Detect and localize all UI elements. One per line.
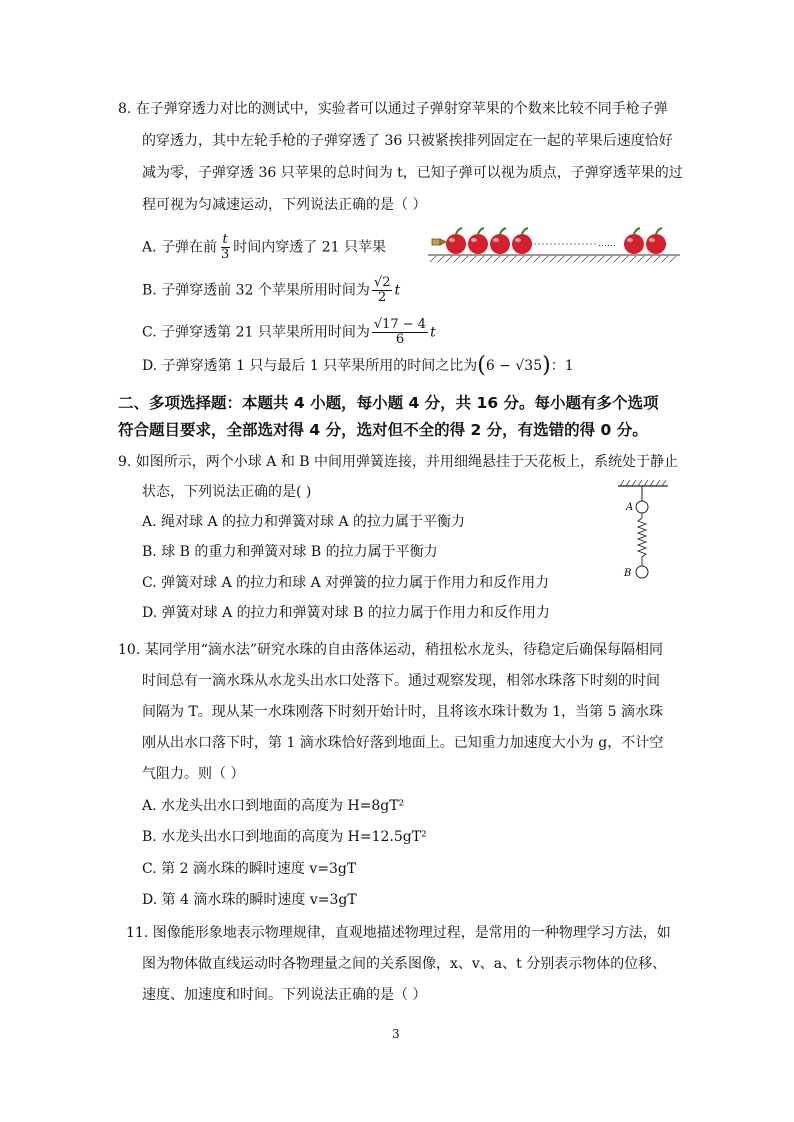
- q8-option-d-ratio: ：1: [550, 358, 574, 374]
- q8-option-b: [142, 276, 400, 305]
- fraction-sqrt17-minus-4-over-6: [372, 318, 428, 347]
- q10-option-c: C. 第 2 滴水珠的瞬时速度 v=3gT: [142, 861, 357, 877]
- figure-dots: ……: [598, 239, 616, 249]
- q9-option-a: A. 绳对球 A 的拉力和弹簧对球 A 的拉力属于平衡力: [142, 514, 466, 530]
- label-b: B: [624, 568, 632, 579]
- q9-stem-line1: 9. 如图所示，两个小球 A 和 B 中间用弹簧连接，并用细绳悬挂于天花板上，系统处于静止: [118, 454, 679, 470]
- section2-header-line2: 符合题目要求，全部选对得 4 分，选对但不全的得 2 分，有选错的得 0 分。: [118, 421, 648, 439]
- q10-option-d: D. 第 4 滴水珠的瞬时速度 v=3gT: [142, 892, 357, 908]
- q10-stem-line3: 间隔为 T。现从某一水珠刚落下时刻开始计时，且将该水珠计数为 1，当第 5 滴水珠: [142, 704, 663, 720]
- q8-option-d-text: D. 子弹穿透第 1 只与最后 1 只苹果所用的时间之比为: [142, 358, 478, 374]
- apple-icon: [512, 228, 532, 254]
- apple-icon: [624, 228, 644, 254]
- ground-hatch: [430, 256, 676, 262]
- frac-num: t: [222, 232, 228, 247]
- q8-option-a-text: A. 子弹在前: [142, 239, 218, 256]
- frac-den: 6: [395, 332, 405, 347]
- q10-stem-line5: 气阻力。则（ ）: [142, 766, 245, 782]
- q8-option-d: D. 子弹穿透第 1 只与最后 1 只苹果所用的时间之比为(6 − √35)：1: [142, 353, 574, 378]
- q9-stem-line2: 状态，下列说法正确的是( ): [142, 484, 312, 500]
- apple-icon: [490, 228, 510, 254]
- q8-option-a-text-post: 时间内穿透了 21 只苹果: [233, 239, 387, 256]
- page-number: 3: [392, 1027, 400, 1041]
- apple-icon: [468, 228, 488, 254]
- frac-den: 2: [378, 290, 387, 305]
- q8-option-c: [142, 318, 436, 347]
- q10-option-b: B. 水龙头出水口到地面的高度为 H=12.5gT²: [142, 829, 427, 845]
- spring-balls-figure: [612, 478, 672, 582]
- q11-stem-line1: 11. 图像能形象地表示物理规律，直观地描述物理过程，是常用的一种物理学习方法，如: [126, 925, 671, 941]
- section2-header-line1: 二、多项选择题：本题共 4 小题，每小题 4 分，共 16 分。每小题有多个选项: [118, 394, 659, 412]
- q9-option-c: C. 弹簧对球 A 的拉力和球 A 对弹簧的拉力属于作用力和反作用力: [142, 575, 550, 591]
- q8-option-c-var: t: [430, 324, 436, 341]
- q8-option-b-var: t: [394, 282, 401, 299]
- q8-option-a: [142, 233, 386, 262]
- q10-stem-line2: 时间总有一滴水珠从水龙头出水口处落下。通过观察发现，相邻水珠落下时刻的时间: [142, 673, 660, 689]
- q8-stem-line3: 减为零，子弹穿透 36 只苹果的总时间为 t，已知子弹可以视为质点，子弹穿透苹果的过: [142, 165, 683, 181]
- ball-a: [636, 501, 648, 513]
- label-a: A: [626, 502, 634, 513]
- q8-stem-line2: 的穿透力，其中左轮手枪的子弹穿透了 36 只被紧挨排列固定在一起的苹果后速度恰好: [142, 133, 673, 149]
- q9-option-d: D. 弹簧对球 A 的拉力和弹簧对球 B 的拉力属于作用力和反作用力: [142, 605, 550, 621]
- bullet-icon: [432, 239, 446, 245]
- apple-icon: [646, 228, 666, 254]
- q11-stem-line3: 速度、加速度和时间。下列说法正确的是（ ）: [142, 987, 427, 1003]
- fraction-sqrt2-over-2: [372, 276, 393, 305]
- q11-stem-line2: 图为物体做直线运动时各物理量之间的关系图像，x、v、a、t 分别表示物体的位移、: [142, 956, 667, 972]
- q9-option-b: B. 球 B 的重力和弹簧对球 B 的拉力属于平衡力: [142, 544, 438, 560]
- q8-stem-line4: 程可视为匀减速运动，下列说法正确的是（ ）: [142, 197, 427, 213]
- fraction-t-over-3: [219, 233, 231, 262]
- q8-option-d-expr: 6 − √35: [485, 358, 543, 374]
- apples-bullet-figure: [426, 222, 682, 266]
- q8-stem-line1: 8. 在子弹穿透力对比的测试中，实验者可以通过子弹射穿苹果的个数来比较不同手枪子弹: [118, 101, 668, 117]
- q8-option-c-text: C. 子弹穿透第 21 只苹果所用时间为: [142, 324, 370, 341]
- q10-option-a: A. 水龙头出水口到地面的高度为 H=8gT²: [142, 798, 405, 814]
- q10-stem-line1: 10. 某同学用“滴水法”研究水珠的自由落体运动，稍扭松水龙头，待稳定后确保每隔相同: [118, 642, 664, 658]
- frac-num: √2: [373, 275, 391, 290]
- apple-icon: [446, 228, 466, 254]
- ball-b: [636, 566, 648, 578]
- q10-stem-line4: 刚从出水口落下时，第 1 滴水珠恰好落到地面上。已知重力加速度大小为 g，不计空: [142, 735, 664, 751]
- spring: [638, 513, 646, 566]
- frac-den: 3: [221, 247, 230, 262]
- q8-option-b-text: B. 子弹穿透前 32 个苹果所用时间为: [142, 282, 370, 299]
- ceiling-hatch: [618, 480, 668, 486]
- frac-num: √17 − 4: [373, 317, 427, 332]
